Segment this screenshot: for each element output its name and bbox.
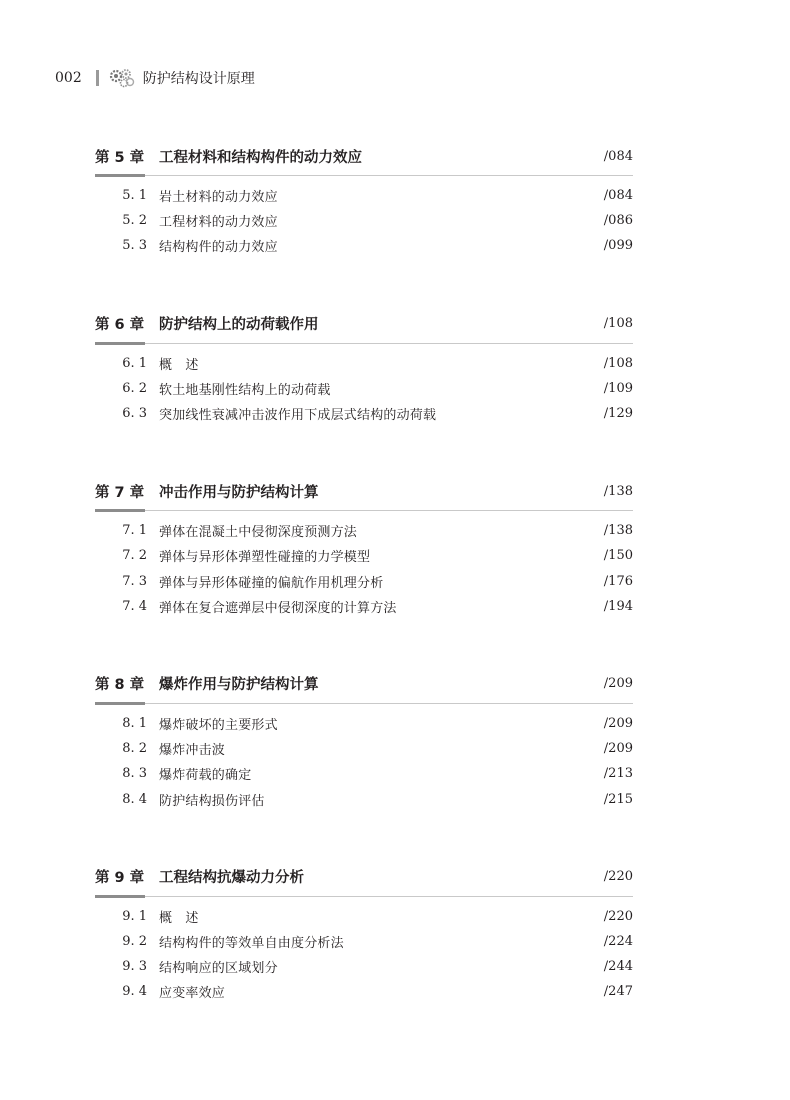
section-title: 结构响应的区域划分 <box>159 961 278 977</box>
chapter-label: 第 5 章 <box>95 149 145 166</box>
section-title: 结构构件的等效单自由度分析法 <box>159 935 344 951</box>
section-number: 9. 4 <box>122 984 147 1000</box>
section-entry[interactable] <box>95 183 633 208</box>
section-number: 8. 1 <box>122 715 147 731</box>
header-divider <box>96 70 99 86</box>
section-title: 弹体与异形体弹塑性碰撞的力学模型 <box>159 550 371 566</box>
chapter-rule <box>95 343 633 344</box>
section-page: /247 <box>603 984 633 1000</box>
section-number: 9. 2 <box>122 933 147 949</box>
section-entry[interactable] <box>95 518 633 543</box>
section-page: /213 <box>603 766 633 782</box>
section-entry[interactable] <box>95 711 633 736</box>
section-title: 工程材料的动力效应 <box>159 215 278 231</box>
section-title: 概 述 <box>159 357 199 373</box>
section-entry[interactable] <box>95 351 633 376</box>
chapter-label: 第 8 章 <box>95 677 145 694</box>
section-title: 岩土材料的动力效应 <box>159 190 278 206</box>
section-number: 9. 1 <box>122 908 147 924</box>
chapter-rule <box>95 896 633 897</box>
chapter-rule <box>95 510 633 511</box>
section-title: 爆炸冲击波 <box>159 743 226 759</box>
chapter-block <box>95 311 633 427</box>
section-page: /099 <box>603 238 633 254</box>
chapter-block <box>95 671 633 812</box>
chapter-page: /220 <box>603 869 633 885</box>
chapter-page: /138 <box>603 483 633 499</box>
section-number: 8. 4 <box>122 791 147 807</box>
section-number: 9. 3 <box>122 959 147 975</box>
chapter-label: 第 9 章 <box>95 870 145 887</box>
chapter-page: /209 <box>603 676 633 692</box>
section-entry[interactable] <box>95 786 633 811</box>
running-header <box>55 66 255 90</box>
section-page: /176 <box>603 573 633 589</box>
section-title: 弹体在混凝土中侵彻深度预测方法 <box>159 525 358 541</box>
chapter-page: /108 <box>603 316 633 332</box>
section-title: 软土地基刚性结构上的动荷载 <box>159 382 331 398</box>
section-page: /194 <box>603 598 633 614</box>
section-number: 6. 1 <box>122 355 147 371</box>
section-page: /138 <box>603 523 633 539</box>
chapter-block <box>95 478 633 619</box>
chapter-title: 工程结构抗爆动力分析 <box>159 870 304 887</box>
section-title: 概 述 <box>159 910 199 926</box>
section-page: /224 <box>603 933 633 949</box>
section-number: 7. 3 <box>122 573 147 589</box>
section-page: /209 <box>603 715 633 731</box>
section-title: 弹体在复合遮弹层中侵彻深度的计算方法 <box>159 600 397 616</box>
section-number: 6. 3 <box>122 406 147 422</box>
section-title: 爆炸破坏的主要形式 <box>159 717 278 733</box>
page-number: 002 <box>55 70 82 86</box>
section-entry[interactable] <box>95 979 633 1004</box>
section-entry[interactable] <box>95 401 633 426</box>
chapter-title: 防护结构上的动荷载作用 <box>159 317 319 334</box>
section-page: /220 <box>603 908 633 924</box>
chapter-page: /084 <box>603 148 633 164</box>
section-number: 7. 1 <box>122 523 147 539</box>
section-page: /129 <box>603 406 633 422</box>
section-title: 应变率效应 <box>159 986 226 1002</box>
section-page: /244 <box>603 959 633 975</box>
section-entry[interactable] <box>95 543 633 568</box>
section-number: 5. 3 <box>122 238 147 254</box>
section-page: /150 <box>603 548 633 564</box>
chapter-rule <box>95 175 633 176</box>
section-page: /084 <box>603 188 633 204</box>
section-entry[interactable] <box>95 954 633 979</box>
chapter-title: 工程材料和结构构件的动力效应 <box>159 149 362 166</box>
section-number: 8. 2 <box>122 741 147 757</box>
chapter-block <box>95 864 633 1005</box>
section-title: 防护结构损伤评估 <box>159 793 265 809</box>
section-title: 弹体与异形体碰撞的偏航作用机理分析 <box>159 575 384 591</box>
section-entry[interactable] <box>95 233 633 258</box>
section-entry[interactable] <box>95 761 633 786</box>
section-title: 突加线性衰减冲击波作用下成层式结构的动荷载 <box>159 408 437 424</box>
section-page: /086 <box>603 213 633 229</box>
section-entry[interactable] <box>95 594 633 619</box>
section-entry[interactable] <box>95 736 633 761</box>
section-number: 5. 1 <box>122 188 147 204</box>
section-page: /215 <box>603 791 633 807</box>
table-of-contents <box>95 143 633 1056</box>
chapter-heading[interactable] <box>95 671 633 697</box>
section-number: 8. 3 <box>122 766 147 782</box>
section-title: 爆炸荷载的确定 <box>159 768 252 784</box>
section-number: 6. 2 <box>122 380 147 396</box>
chapter-heading[interactable] <box>95 478 633 504</box>
chapter-label: 第 6 章 <box>95 317 145 334</box>
chapter-heading[interactable] <box>95 143 633 169</box>
section-title: 结构构件的动力效应 <box>159 240 278 256</box>
section-page: /209 <box>603 741 633 757</box>
section-entry[interactable] <box>95 904 633 929</box>
chapter-title: 爆炸作用与防护结构计算 <box>159 677 319 694</box>
section-entry[interactable] <box>95 929 633 954</box>
section-page: /108 <box>603 355 633 371</box>
section-entry[interactable] <box>95 569 633 594</box>
section-number: 5. 2 <box>122 213 147 229</box>
chapter-heading[interactable] <box>95 864 633 890</box>
chapter-title: 冲击作用与防护结构计算 <box>159 484 319 501</box>
chapter-block <box>95 143 633 259</box>
gears-icon <box>109 68 135 88</box>
chapter-label: 第 7 章 <box>95 484 145 501</box>
chapter-heading[interactable] <box>95 311 633 337</box>
section-entry[interactable] <box>95 376 633 401</box>
chapter-rule <box>95 703 633 704</box>
section-page: /109 <box>603 380 633 396</box>
section-entry[interactable] <box>95 208 633 233</box>
book-title: 防护结构设计原理 <box>142 71 255 87</box>
section-number: 7. 2 <box>122 548 147 564</box>
section-number: 7. 4 <box>122 598 147 614</box>
